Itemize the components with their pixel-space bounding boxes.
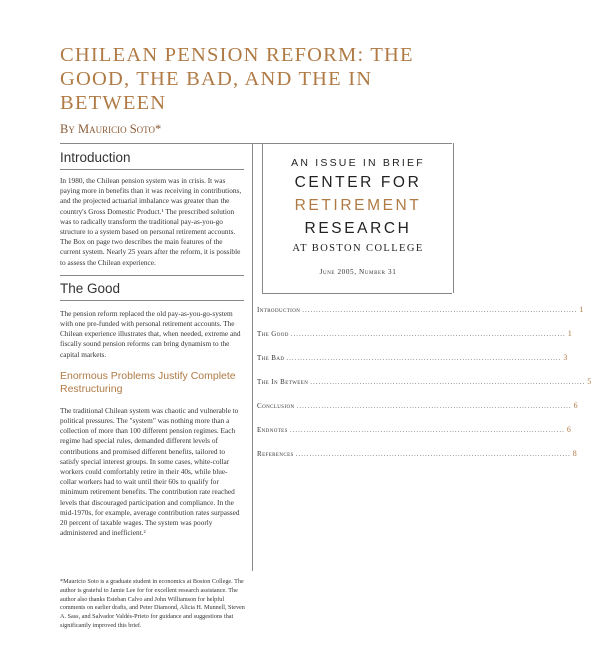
toc-page-number: 3 xyxy=(563,353,568,362)
section-the-good xyxy=(60,281,244,360)
toc-item-conclusion[interactable]: Conclusion .................................................................................................... 6 xyxy=(257,401,578,410)
center-brand-box xyxy=(262,143,454,293)
subheading-enormous-problems: Enormous Problems Justify Complete Restructuring xyxy=(60,369,236,395)
toc-item-the-good[interactable]: The Good .................................................................................................... 1 xyxy=(257,329,573,338)
brand-retirement: RETIREMENT xyxy=(294,197,422,214)
section-heading-introduction: Introduction xyxy=(60,150,131,165)
toc-item-endnotes[interactable]: Endnotes .................................................................................................... 6 xyxy=(257,425,572,434)
section-heading-the-good: The Good xyxy=(60,280,121,296)
column-divider xyxy=(252,143,253,571)
table-of-contents xyxy=(257,305,592,473)
main-column xyxy=(60,150,244,538)
toc-top-rule xyxy=(262,293,452,294)
section-introduction xyxy=(60,150,244,268)
issue-date: June 2005, Number 31 xyxy=(319,268,397,276)
section-enormous-problems xyxy=(60,370,244,539)
document-title: CHILEAN PENSION REFORM: THE GOOD, THE BAD, AND THE IN BETWEEN xyxy=(60,44,414,114)
paragraph-introduction: In 1980, the Chilean pension system was in crisis. It was paying more in benefits than it was receiving in contributions, and the projected actuarial imbalance was greater than the country's Gross Domestic Product.¹ The prescribed solution was to radically transform the traditional pay-as-you-go structure to a system based on personal retirement accounts. The Box on page two describes the main features of the current system. Nearly 25 years after the reform, it is possible to assess the Chilean experience. xyxy=(60,176,242,267)
toc-item-introduction[interactable]: Introduction .................................................................................................... 1 xyxy=(257,305,584,314)
toc-item-references[interactable]: References .................................................................................................... 8 xyxy=(257,449,578,458)
section-divider xyxy=(60,275,244,276)
toc-page-number: 6 xyxy=(573,401,578,410)
toc-item-the-bad[interactable]: The Bad .................................................................................................... 3 xyxy=(257,353,568,362)
author-footnote: *Mauricio Soto is a graduate student in economics at Boston College. The author is grateful to Jamie Lee for for excellent research assistance. The author also thanks Esteban Calvo and John Williamson for helpful comments on earlier drafts, and Peter Diamond, Alicia H. Munnell, Steven A. Sass, and Salvador Valdés-Prieto for guidance and suggestions that significantly improved this brief. xyxy=(60,578,245,629)
section-underline xyxy=(60,169,244,170)
toc-page-number: 8 xyxy=(572,449,578,458)
author-byline: By Mauricio Soto* xyxy=(60,122,162,136)
paragraph-enormous-problems: The traditional Chilean system was chaotic and vulnerable to political pressures. The "system" was nothing more than a collection of more than 100 different pension regimes. Each regime had special rules, demanded different levels of contributions and promised different benefits, tailored to satisfy special interest groups. In some cases, white-collar workers could comfortably retire in their 40s, while blue-collar workers had to wait until their 60s to qualify for minimum retirement benefits. The contribution rate reached levels that discouraged participation and compliance. In the mid-1970s, for example, average contribution rates surpassed 20 percent of taxable wages. The system was poorly administered and inefficient.² xyxy=(60,405,240,538)
section-underline xyxy=(60,300,244,301)
toc-page-number: 5 xyxy=(587,377,592,386)
toc-page-number: 1 xyxy=(567,329,573,338)
brand-issue-brief: AN ISSUE IN BRIEF xyxy=(291,157,425,169)
toc-page-number: 6 xyxy=(566,425,572,434)
toc-page-number: 1 xyxy=(579,305,584,314)
brand-boston-college: AT BOSTON COLLEGE xyxy=(292,243,424,254)
brand-research: RESEARCH xyxy=(304,220,412,237)
brand-center-for: CENTER FOR xyxy=(294,174,422,191)
toc-item-the-in-between[interactable]: The In Between .................................................................................................... 5 xyxy=(257,377,592,386)
paragraph-the-good: The pension reform replaced the old pay-as-you-go-system with one pre-funded with personal retirement accounts. The Chilean experience illustrates that, when needed, extreme and fiscally sound pension reforms can bring dynamism to the capital markets. xyxy=(60,308,241,359)
